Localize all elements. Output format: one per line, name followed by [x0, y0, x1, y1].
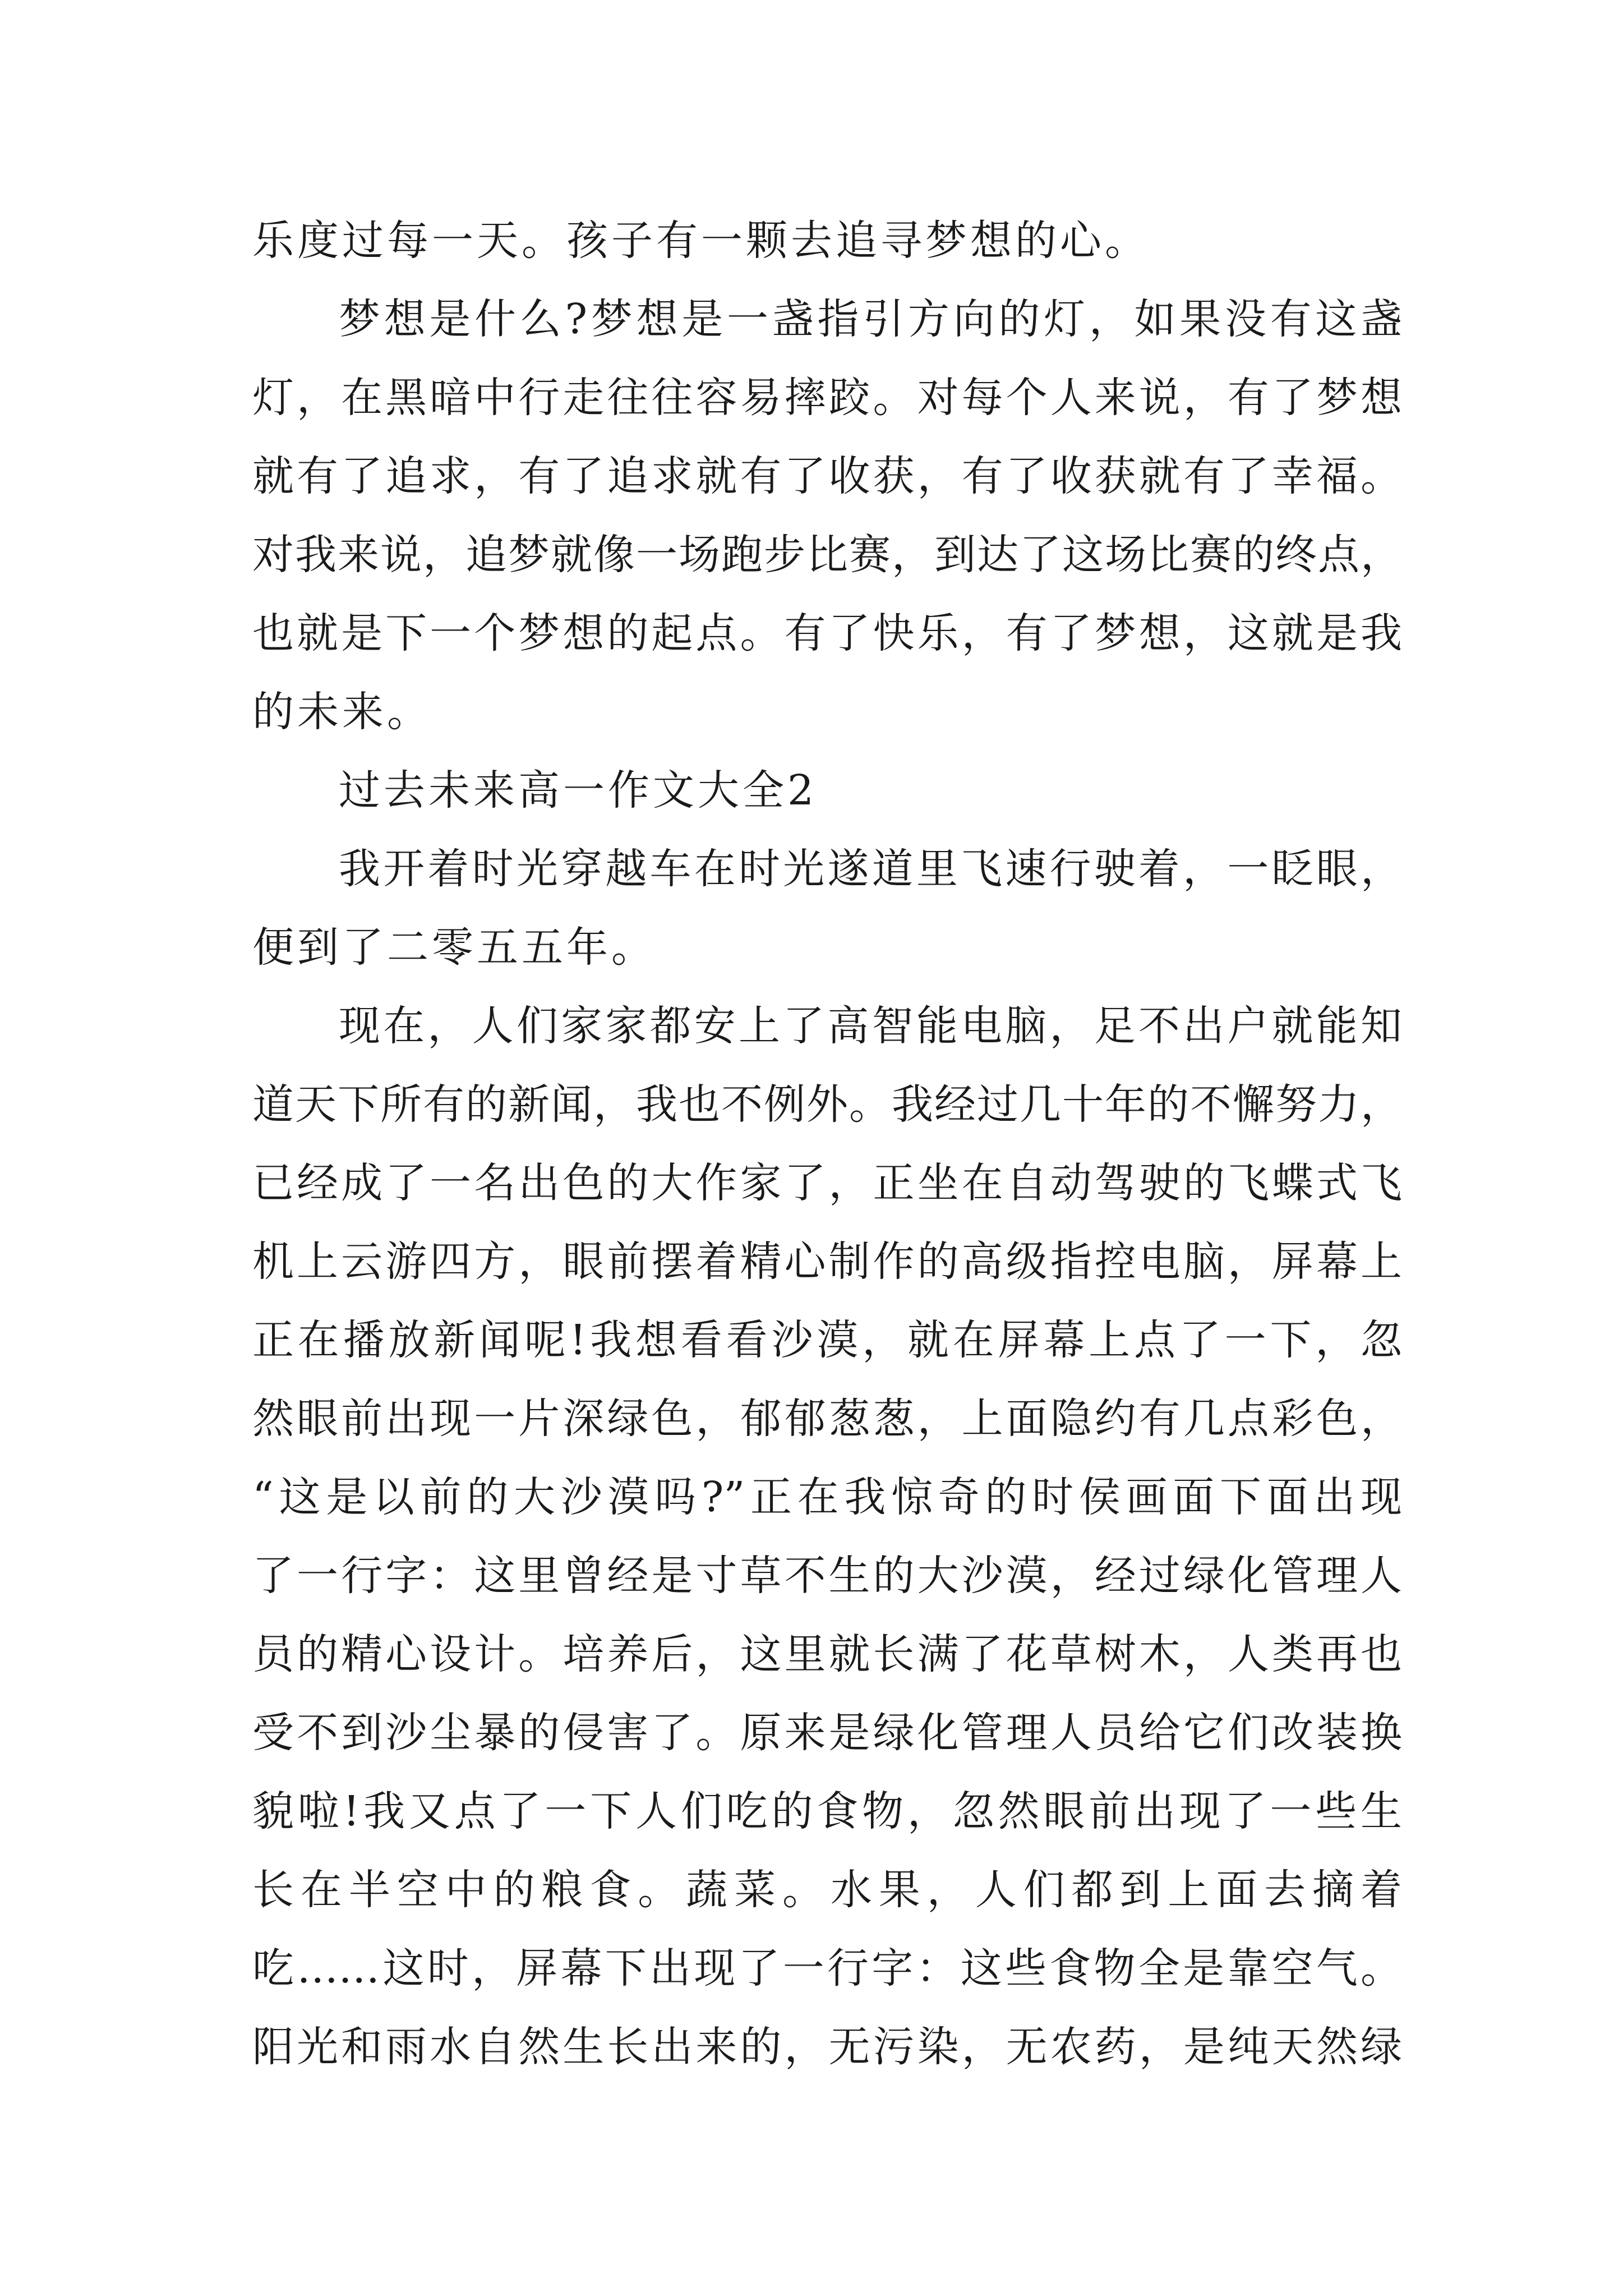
text-line: 受不到沙尘暴的侵害了。原来是绿化管理人员给它们改装换: [252, 1709, 1402, 1757]
text-line: 长在半空中的粮食。蔬菜。水果，人们都到上面去摘着: [252, 1866, 1402, 1914]
text-line: 阳光和雨水自然生长出来的，无污染，无农药，是纯天然绿: [252, 2023, 1402, 2071]
text-line: 已经成了一名出色的大作家了，正坐在自动驾驶的飞蝶式飞: [252, 1159, 1402, 1207]
text-line: 就有了追求，有了追求就有了收获，有了收获就有了幸福。: [252, 452, 1402, 500]
text-line: 乐度过每一天。孩子有一颗去追寻梦想的心。: [252, 217, 1150, 265]
text-line: 貌啦!我又点了一下人们吃的食物，忽然眼前出现了一些生: [252, 1787, 1402, 1835]
text-line: 吃……这时，屏幕下出现了一行字：这些食物全是靠空气。: [252, 1944, 1402, 1993]
text-line: “这是以前的大沙漠吗?”正在我惊奇的时侯画面下面出现: [252, 1473, 1402, 1521]
paragraph-first-line: 梦想是什么?梦想是一盏指引方向的灯，如果没有这盏: [339, 295, 1402, 343]
paragraph-first-line: 现在，人们家家都安上了高智能电脑，足不出户就能知: [339, 1002, 1402, 1050]
text-line: 对我来说，追梦就像一场跑步比赛，到达了这场比赛的终点，: [252, 531, 1402, 579]
text-line: 也就是下一个梦想的起点。有了快乐，有了梦想，这就是我: [252, 609, 1402, 657]
text-line: 正在播放新闻呢!我想看看沙漠，就在屏幕上点了一下，忽: [252, 1316, 1402, 1364]
text-line: 了一行字：这里曾经是寸草不生的大沙漠，经过绿化管理人: [252, 1552, 1402, 1600]
section-heading: 过去未来高一作文大全2: [339, 766, 818, 815]
text-line: 的未来。: [252, 688, 432, 736]
text-line: 灯，在黑暗中行走往往容易摔跤。对每个人来说，有了梦想: [252, 374, 1402, 422]
paragraph-first-line: 我开着时光穿越车在时光遂道里飞速行驶着，一眨眼，: [339, 845, 1402, 893]
text-line: 道天下所有的新闻，我也不例外。我经过几十年的不懈努力，: [252, 1080, 1402, 1129]
text-line: 机上云游四方，眼前摆着精心制作的高级指控电脑，屏幕上: [252, 1237, 1402, 1286]
text-line: 便到了二零五五年。: [252, 923, 656, 972]
text-line: 员的精心设计。培养后，这里就长满了花草树木，人类再也: [252, 1630, 1402, 1678]
text-line: 然眼前出现一片深绿色，郁郁葱葱，上面隐约有几点彩色，: [252, 1395, 1402, 1443]
